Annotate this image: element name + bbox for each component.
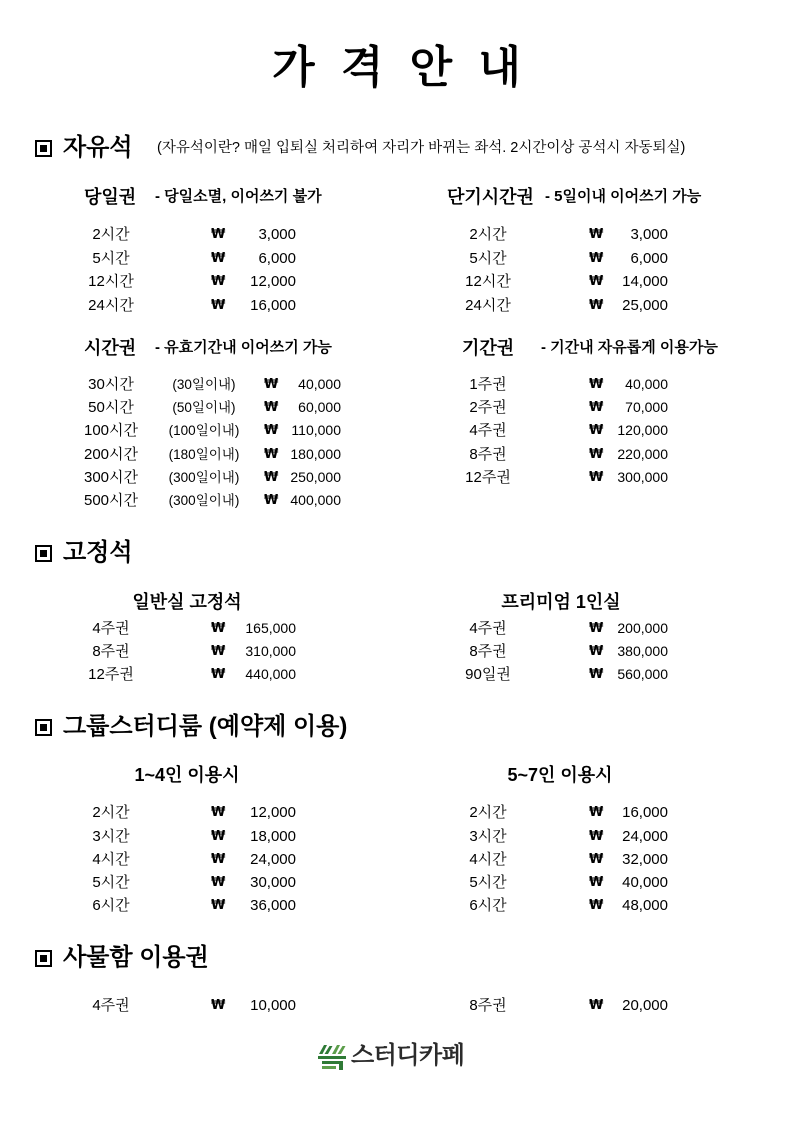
price-value: 60,000 <box>298 399 341 416</box>
study-cafe-logo <box>318 1041 464 1071</box>
pass-label: 24시간 <box>88 296 134 314</box>
currency-sign: ₩ <box>589 997 604 1013</box>
currency-sign: ₩ <box>264 423 279 439</box>
currency-sign: ₩ <box>211 274 226 289</box>
currency-sign: ₩ <box>264 492 279 508</box>
pass-label: 12시간 <box>465 273 511 290</box>
price-row <box>0 825 793 848</box>
section-fixed-seat-header <box>35 538 133 568</box>
section-title: 고정석 <box>63 539 133 566</box>
section-title: 자유석 <box>63 134 133 161</box>
pass-label: 500시간 <box>83 491 138 509</box>
pass-label: 4시간 <box>469 850 507 868</box>
currency-sign: ₩ <box>589 297 604 313</box>
price-value: 120,000 <box>617 422 668 439</box>
currency-sign: ₩ <box>211 828 226 844</box>
pass-label: 3시간 <box>92 827 130 845</box>
price-value: 20,000 <box>622 996 668 1014</box>
pass-name: 단기시간권 <box>447 187 534 207</box>
pass-label: 6시간 <box>92 897 130 915</box>
price-value: 380,000 <box>617 642 668 659</box>
currency-sign: ₩ <box>211 875 226 891</box>
section-title: 그룹스터디룸 (예약제 이용) <box>63 713 348 740</box>
square-bullet-icon <box>35 545 52 562</box>
price-value: 70,000 <box>625 399 668 416</box>
price-value: 180,000 <box>290 445 341 462</box>
currency-sign: ₩ <box>211 297 226 313</box>
pass-label: 4주권 <box>92 996 130 1014</box>
pass-label: 100시간 <box>83 422 138 440</box>
price-value: 40,000 <box>298 376 341 392</box>
large-group-table <box>0 801 793 917</box>
pass-label: 6시간 <box>469 897 507 915</box>
pass-name: 시간권 <box>84 338 137 358</box>
pass-label: 300시간 <box>83 468 138 486</box>
validity-period: (50일이내) <box>172 400 236 416</box>
seat-type-name: 일반실 고정석 <box>132 592 242 612</box>
currency-sign: ₩ <box>589 875 604 891</box>
price-value: 310,000 <box>245 642 296 659</box>
price-row <box>0 223 793 247</box>
price-value: 36,000 <box>250 897 296 915</box>
price-value: 18,000 <box>250 827 296 845</box>
currency-sign: ₩ <box>211 250 226 266</box>
square-bullet-icon <box>35 140 52 157</box>
pass-label: 4시간 <box>92 850 130 868</box>
price-value: 16,000 <box>622 804 668 822</box>
currency-sign: ₩ <box>211 997 226 1013</box>
currency-sign: ₩ <box>589 469 604 485</box>
price-row <box>0 419 793 442</box>
currency-sign: ₩ <box>589 446 604 462</box>
pass-description: - 기간내 자유롭게 이용가능 <box>541 339 718 356</box>
price-value: 440,000 <box>245 665 296 682</box>
pass-label: 2시간 <box>469 226 507 243</box>
group-size-name: 5~7인 이용시 <box>507 765 613 785</box>
price-value: 110,000 <box>291 422 341 439</box>
pass-label: 12주권 <box>465 468 511 486</box>
pass-label: 24시간 <box>465 296 511 314</box>
currency-sign: ₩ <box>589 620 604 636</box>
pass-label: 5시간 <box>469 874 507 892</box>
price-row <box>0 871 793 894</box>
currency-sign: ₩ <box>211 620 226 636</box>
seat-type-name: 프리미엄 1인실 <box>501 592 621 612</box>
price-row <box>0 443 793 466</box>
pass-label: 8주권 <box>92 642 130 660</box>
pass-label: 2시간 <box>92 804 130 822</box>
premium-room-table <box>0 617 793 686</box>
price-value: 32,000 <box>622 850 668 868</box>
currency-sign: ₩ <box>589 851 604 867</box>
validity-period: (100일이내) <box>168 423 240 439</box>
section-title: 사물함 이용권 <box>63 944 209 971</box>
pass-label: 5시간 <box>469 249 507 267</box>
price-value: 3,000 <box>258 226 296 243</box>
short-time-pass-table <box>0 223 793 317</box>
pass-label: 2시간 <box>92 226 130 243</box>
price-value: 165,000 <box>245 619 296 636</box>
pass-label: 50시간 <box>88 399 134 417</box>
price-value: 6,000 <box>630 249 668 267</box>
currency-sign: ₩ <box>589 227 604 242</box>
price-row <box>0 663 793 686</box>
price-value: 10,000 <box>250 996 296 1014</box>
pass-label: 12주권 <box>88 665 134 683</box>
validity-period: (180일이내) <box>168 446 240 462</box>
price-value: 12,000 <box>250 273 296 290</box>
pass-label: 12시간 <box>88 273 134 290</box>
price-row <box>0 801 793 824</box>
currency-sign: ₩ <box>211 643 226 659</box>
pass-label: 2시간 <box>469 804 507 822</box>
price-row <box>0 994 793 1017</box>
price-value: 25,000 <box>622 296 668 314</box>
price-value: 220,000 <box>617 445 668 462</box>
price-row <box>0 489 793 512</box>
price-row <box>0 270 793 294</box>
currency-sign: ₩ <box>264 446 279 462</box>
price-value: 24,000 <box>622 827 668 845</box>
price-value: 400,000 <box>290 491 341 508</box>
price-value: 14,000 <box>622 273 668 290</box>
logo-wordmark: 스터디카페 <box>351 1042 465 1069</box>
pass-label: 4주권 <box>469 422 507 440</box>
currency-sign: ₩ <box>589 400 604 416</box>
price-row <box>0 247 793 271</box>
pass-label: 30시간 <box>88 376 134 393</box>
price-value: 24,000 <box>250 850 296 868</box>
pass-label: 8주권 <box>469 996 507 1014</box>
period-pass-table <box>0 373 793 489</box>
pass-label: 2주권 <box>469 399 507 417</box>
square-bullet-icon <box>35 950 52 967</box>
pass-name: 당일권 <box>84 187 137 207</box>
pass-label: 90일권 <box>465 665 511 683</box>
pass-label: 5시간 <box>92 249 130 267</box>
section-locker-header <box>35 943 209 973</box>
price-row <box>0 640 793 663</box>
price-value: 250,000 <box>290 468 341 485</box>
locker-8-week-row <box>0 994 793 1017</box>
price-value: 560,000 <box>617 665 668 682</box>
pass-name: 기간권 <box>462 338 515 358</box>
price-value: 12,000 <box>250 804 296 822</box>
price-row <box>0 396 793 419</box>
price-row <box>0 294 793 318</box>
currency-sign: ₩ <box>211 851 226 867</box>
currency-sign: ₩ <box>211 805 226 821</box>
currency-sign: ₩ <box>589 274 604 289</box>
price-value: 200,000 <box>617 619 668 636</box>
pass-description: - 당일소멸, 이어쓰기 불가 <box>155 188 322 205</box>
currency-sign: ₩ <box>264 400 279 416</box>
free-seat-note: (자유석이란? 매일 입퇴실 처리하여 자리가 바뀌는 좌석. 2시간이상 공석시 자동퇴실) <box>157 140 686 156</box>
currency-sign: ₩ <box>589 828 604 844</box>
currency-sign: ₩ <box>264 469 279 485</box>
group-size-name: 1~4인 이용시 <box>134 765 240 785</box>
section-group-room-header <box>35 712 347 742</box>
currency-sign: ₩ <box>589 643 604 659</box>
currency-sign: ₩ <box>211 898 226 914</box>
page-title: 가 격 안 내 <box>272 43 528 92</box>
pass-label: 8주권 <box>469 642 507 660</box>
price-value: 40,000 <box>622 874 668 892</box>
validity-period: (300일이내) <box>168 492 240 508</box>
section-free-seat-header <box>35 133 133 163</box>
pass-description: - 5일이내 이어쓰기 가능 <box>545 188 702 205</box>
validity-period: (300일이내) <box>168 469 240 485</box>
price-row <box>0 466 793 489</box>
currency-sign: ₩ <box>211 227 226 242</box>
currency-sign: ₩ <box>589 898 604 914</box>
pass-label: 4주권 <box>92 619 130 637</box>
price-value: 3,000 <box>630 226 668 243</box>
price-value: 300,000 <box>617 468 668 485</box>
pass-label: 200시간 <box>83 445 138 463</box>
currency-sign: ₩ <box>589 377 604 392</box>
currency-sign: ₩ <box>589 805 604 821</box>
pass-description: - 유효기간내 이어쓰기 가능 <box>155 339 332 356</box>
price-value: 30,000 <box>250 874 296 892</box>
pass-label: 8주권 <box>469 445 507 463</box>
price-row <box>0 617 793 640</box>
pass-label: 3시간 <box>469 827 507 845</box>
currency-sign: ₩ <box>589 423 604 439</box>
price-value: 16,000 <box>250 296 296 314</box>
study-cafe-logo-icon <box>318 1043 346 1070</box>
validity-period: (30일이내) <box>172 377 236 392</box>
currency-sign: ₩ <box>264 377 279 392</box>
currency-sign: ₩ <box>589 250 604 266</box>
price-value: 40,000 <box>625 376 668 392</box>
square-bullet-icon <box>35 719 52 736</box>
price-value: 48,000 <box>622 897 668 915</box>
pass-label: 1주권 <box>469 376 507 393</box>
price-row <box>0 373 793 396</box>
price-row <box>0 848 793 871</box>
currency-sign: ₩ <box>589 666 604 682</box>
currency-sign: ₩ <box>211 666 226 682</box>
pass-label: 5시간 <box>92 874 130 892</box>
price-value: 6,000 <box>258 249 296 267</box>
price-row <box>0 894 793 917</box>
pass-label: 4주권 <box>469 619 507 637</box>
